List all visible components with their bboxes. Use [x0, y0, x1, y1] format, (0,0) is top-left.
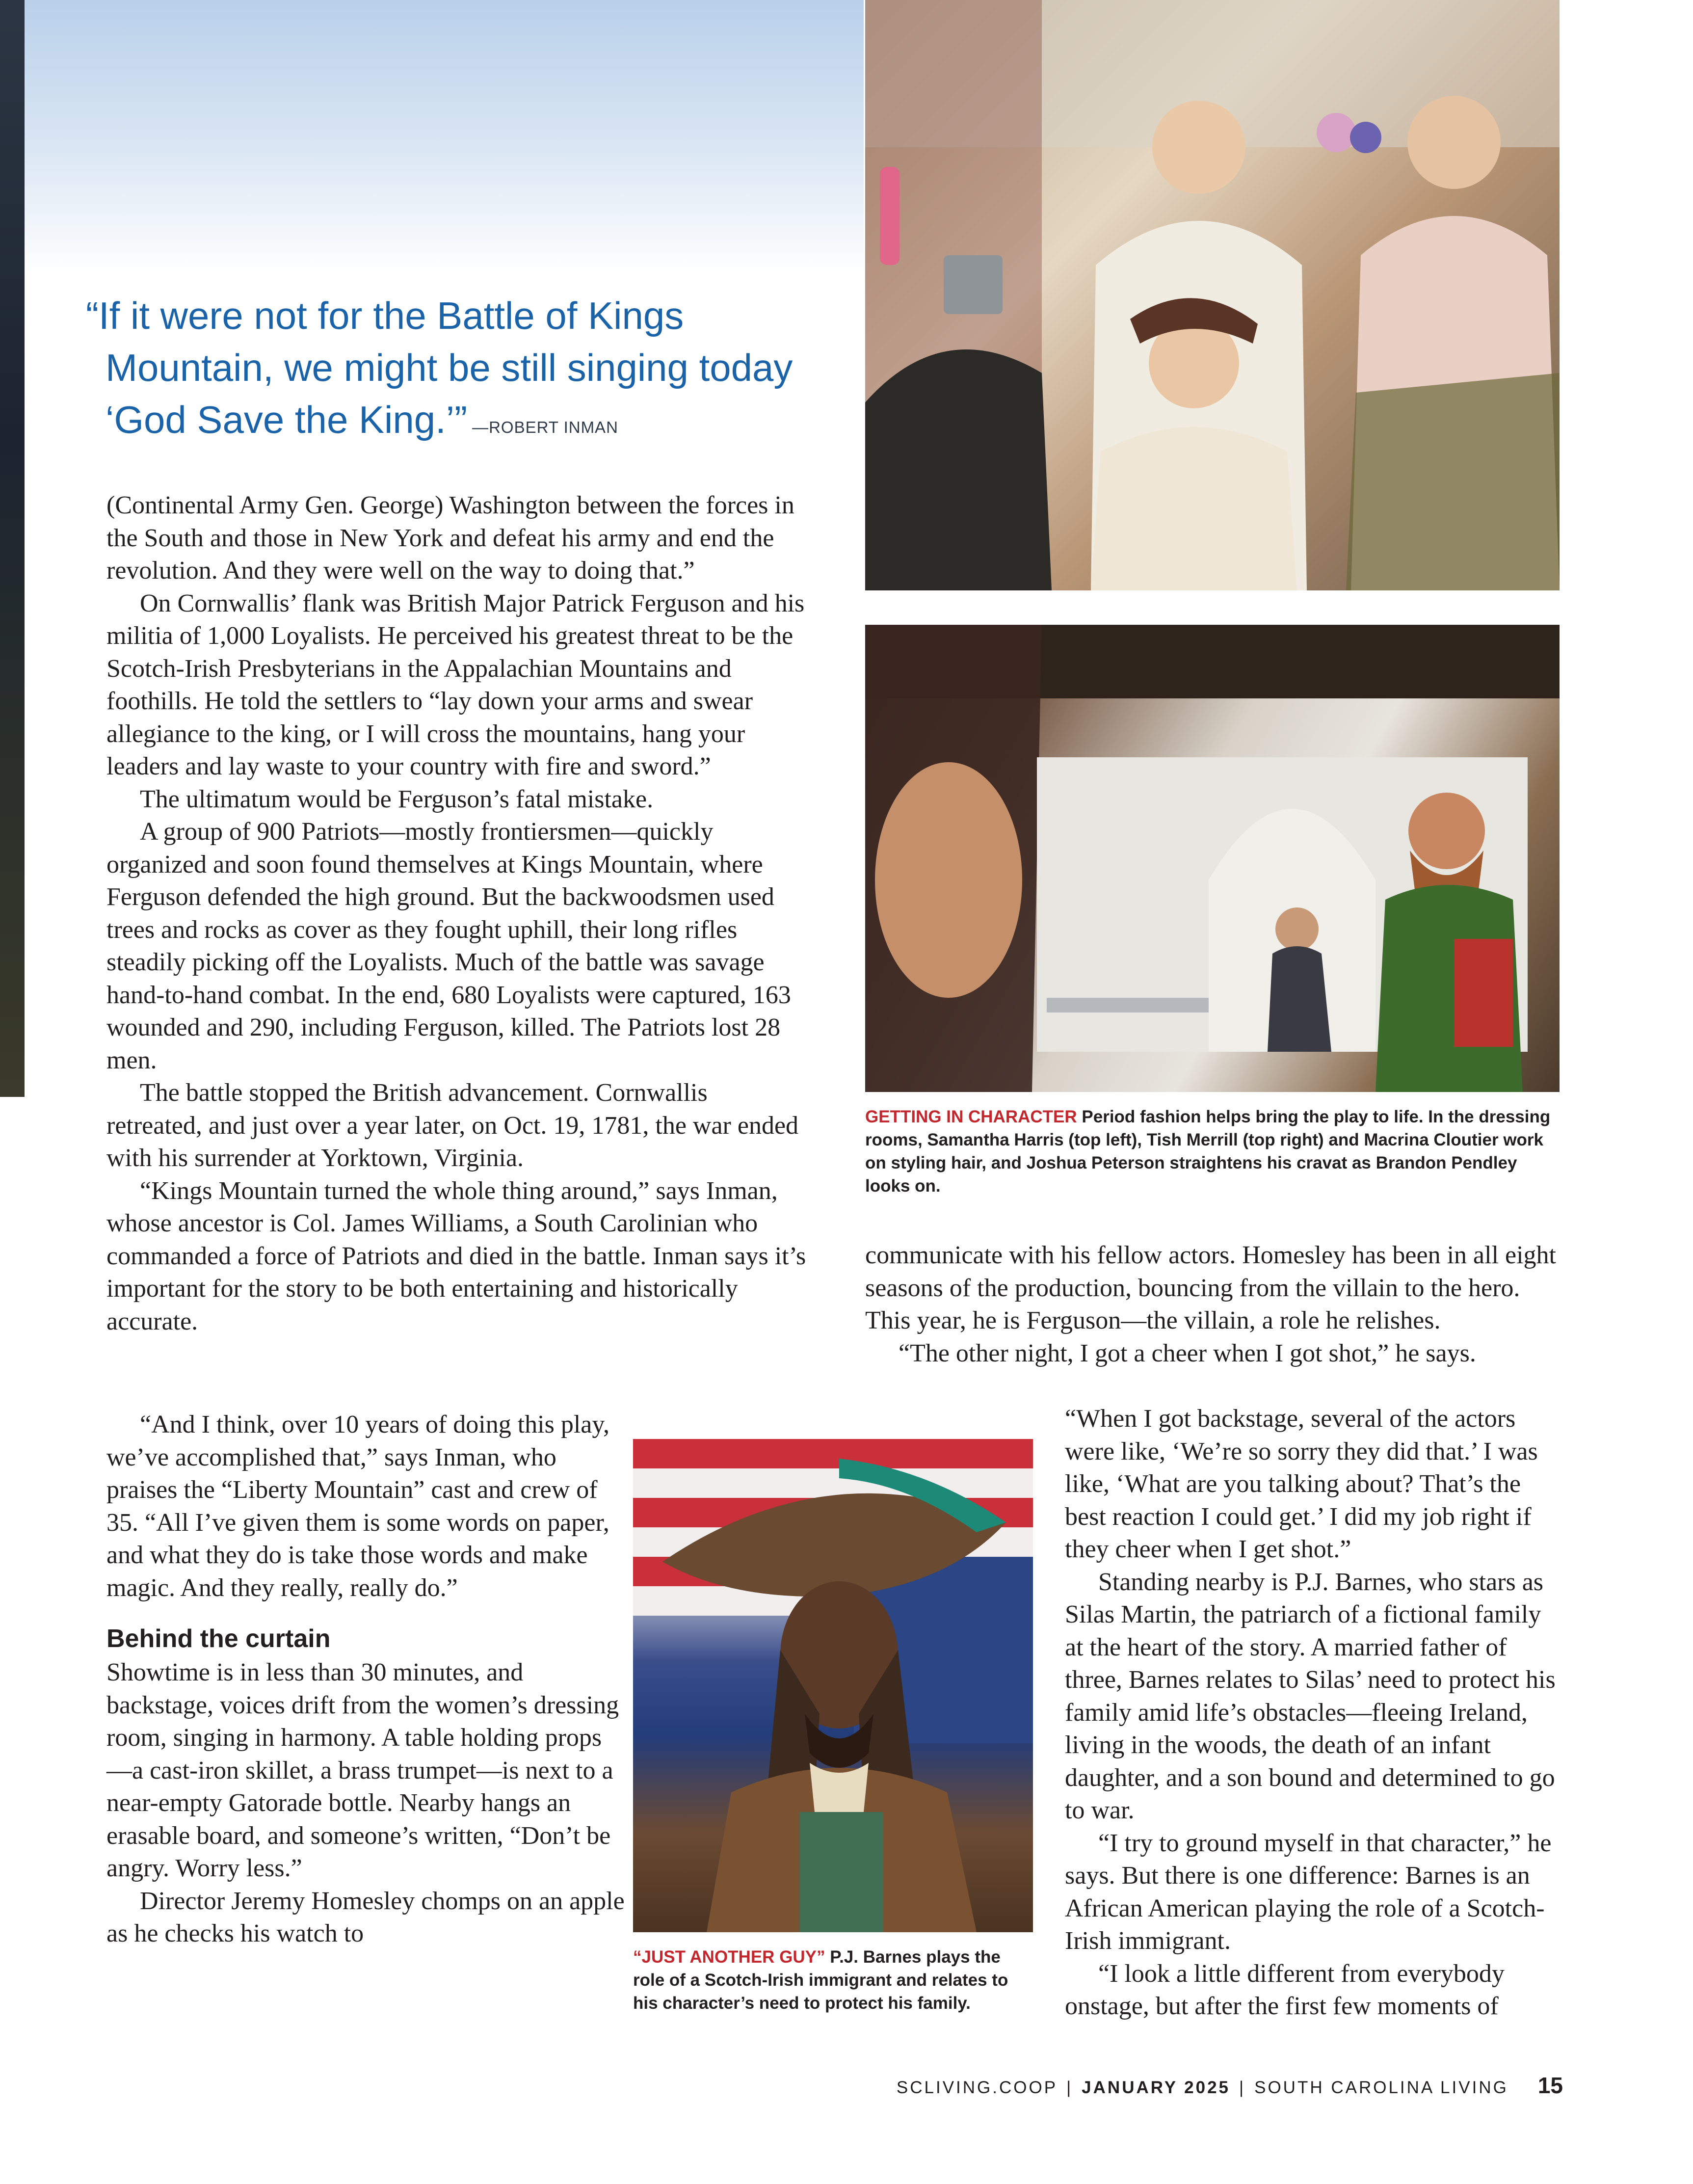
pull-quote	[86, 290, 822, 453]
paragraph: Standing nearby is P.J. Barnes, who stars as Silas Martin, the patriarch of a fictional family at the heart of the story. A married father of three, Barnes relates to Silas’ need to protect his family amid life’s obstacles—fleeing Ireland, living in the woods, the death of an infant daughter, and a son bound and determined to go to war.	[1065, 1568, 1556, 1824]
caption-text: P.J. Barnes plays the role of a Scotch-Irish immigrant and relates to his character’s need to protect his family.	[633, 1947, 1008, 2013]
paragraph: “The other night, I got a cheer when I got shot,” he says.	[899, 1339, 1476, 1367]
caption-kicker: “JUST ANOTHER GUY”	[633, 1947, 825, 1967]
paragraph: On Cornwallis’ flank was British Major Patrick Ferguson and his militia of 1,000 Loyalists. He perceived his greatest threat to be the Scotch-Irish Presbyterians in the Appalachian Mountains and foothills. He told the settlers to “lay down your arms and swear allegiance to the king, or I will cross the mountains, hang your leaders and lay waste to your country with fire and sword.”	[106, 589, 805, 780]
pull-quote-line: Mountain, we might be still singing today	[106, 346, 793, 389]
barnes-caption	[633, 1945, 1033, 2015]
footer-issue-date: JANUARY 2025	[1082, 2078, 1231, 2097]
caption-text: Period fashion helps bring the play to life. In the dressing rooms, Samantha Harris (top left), Tish Merrill (top right) and Macrina Cloutier work on styling hair, and Joshua Peterson straightens his cravat as Brandon Pendley looks on.	[865, 1107, 1551, 1196]
footer-divider: |	[1239, 2078, 1246, 2097]
caption-kicker: GETTING IN CHARACTER	[865, 1107, 1077, 1126]
page-number: 15	[1537, 2073, 1563, 2098]
article-column-right-lower	[1065, 1403, 1561, 2023]
paragraph: “When I got backstage, several of the actors were like, ‘We’re so sorry they did that.’ I was like, ‘What are you talking about? That’s the best reaction I could get.’ I did my job right if they cheer when I get shot.”	[1065, 1405, 1538, 1563]
sky-background	[0, 0, 864, 275]
page-footer	[790, 2072, 1563, 2099]
section-subhead: Behind the curtain	[106, 1625, 331, 1653]
article-column-right-upper	[865, 1239, 1562, 1370]
pull-quote-line: ‘God Save the King.’”	[106, 398, 468, 441]
article-column-left-lower	[106, 1409, 627, 1950]
paragraph: “And I think, over 10 years of doing this play, we’ve accomplished that,” says Inman, who praises the “Liberty Mountain” cast and crew of 35. “All I’ve given them is some words on paper, and what they do is take those words and make magic. And they really, really do.”	[106, 1411, 609, 1602]
paragraph: “I try to ground myself in that character,” he says. But there is one difference: Barnes is an African American playing the role of a Scotch-Irish immigrant.	[1065, 1829, 1552, 1955]
paragraph: (Continental Army Gen. George) Washington between the forces in the South and those in New York and defeat his army and end the revolution. And they were well on the way to doing that.”	[106, 491, 794, 585]
paragraph: A group of 900 Patriots—mostly frontiersmen—quickly organized and soon found themselves at Kings Mountain, where Ferguson defended the high ground. But the backwoodsmen used trees and rocks as cover as they fought uphill, their long rifles steadily picking off the Loyalists. Much of the battle was savage hand-to-hand combat. In the end, 680 Loyalists were captured, 163 wounded and 290, including Ferguson, killed. The Patriots lost 28 men.	[106, 818, 791, 1074]
pull-quote-attribution: —ROBERT INMAN	[472, 418, 618, 436]
dressing-room-hair-photo	[865, 0, 1560, 590]
dressing-room-caption	[865, 1105, 1562, 1198]
article-column-left-upper	[106, 489, 808, 1338]
barnes-portrait-photo	[633, 1439, 1033, 1932]
footer-magazine-name: SOUTH CAROLINA LIVING	[1254, 2078, 1508, 2097]
mirror-cravat-photo	[865, 625, 1560, 1092]
pull-quote-line: “If it were not for the Battle of Kings	[86, 294, 684, 337]
footer-divider: |	[1066, 2078, 1073, 2097]
paragraph: “Kings Mountain turned the whole thing around,” says Inman, whose ancestor is Col. James Williams, a South Carolinian who commanded a force of Patriots and died in the battle. Inman says it’s important for the story to be both entertaining and historically accurate.	[106, 1176, 806, 1335]
pull-quote-line-last	[86, 394, 822, 453]
paragraph: Director Jeremy Homesley chomps on an apple as he checks his watch to	[106, 1887, 625, 1947]
paragraph: communicate with his fellow actors. Homesley has been in all eight seasons of the production, bouncing from the villain to the hero. This year, he is Ferguson—the villain, a role he relishes.	[865, 1241, 1556, 1334]
paragraph: Showtime is in less than 30 minutes, and backstage, voices drift from the women’s dressing room, singing in harmony. A table holding props—a cast-iron skillet, a brass trumpet—is next to a near-empty Gatorade bottle. Nearby hangs an erasable board, and someone’s written, “Don’t be angry. Worry less.”	[106, 1658, 619, 1882]
previous-page-photo-edge	[0, 0, 25, 1097]
paragraph: The ultimatum would be Ferguson’s fatal mistake.	[140, 785, 654, 813]
paragraph: The battle stopped the British advancement. Cornwallis retreated, and just over a year later, on Oct. 19, 1781, the war ended with his surrender at Yorktown, Virginia.	[106, 1079, 799, 1172]
paragraph: “I look a little different from everybody onstage, but after the first few moments of	[1065, 1959, 1505, 2020]
footer-site: SCLIVING.COOP	[896, 2078, 1058, 2097]
